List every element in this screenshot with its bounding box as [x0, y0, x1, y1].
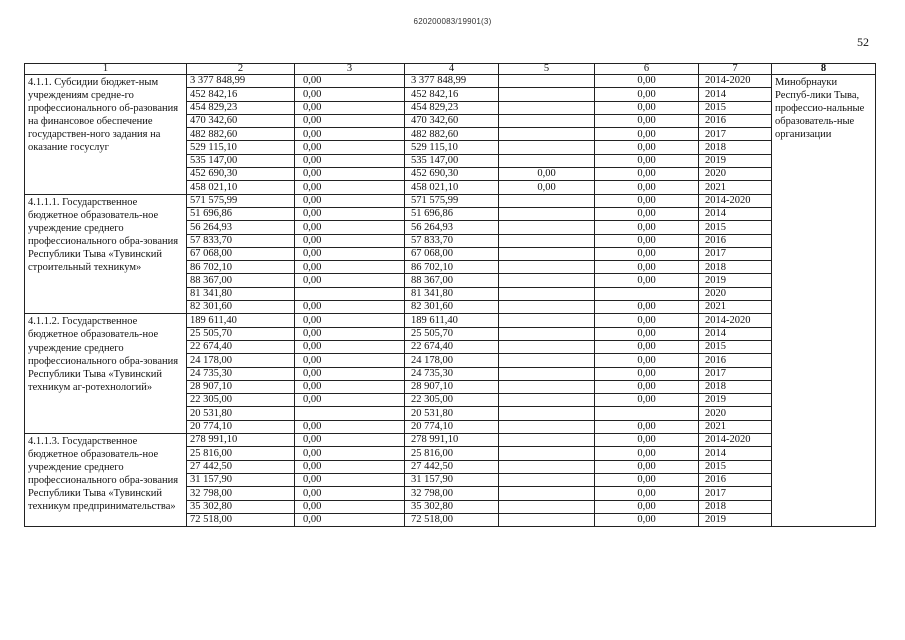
cell-c4: 28 907,10 [405, 380, 499, 393]
cell-c2: 571 575,99 [187, 194, 295, 207]
cell-c6: 0,00 [595, 394, 699, 407]
cell-c2: 72 518,00 [187, 513, 295, 526]
cell-c4: 571 575,99 [405, 194, 499, 207]
cell-c5 [499, 434, 595, 447]
cell-c3: 0,00 [295, 487, 405, 500]
cell-c4: 72 518,00 [405, 513, 499, 526]
cell-c5 [499, 247, 595, 260]
cell-c4: 88 367,00 [405, 274, 499, 287]
cell-c6: 0,00 [595, 207, 699, 220]
cell-c3 [295, 287, 405, 300]
cell-c4: 458 021,10 [405, 181, 499, 194]
cell-c3: 0,00 [295, 128, 405, 141]
cell-c4: 482 882,60 [405, 128, 499, 141]
cell-c2: 24 178,00 [187, 354, 295, 367]
cell-c6: 0,00 [595, 75, 699, 88]
cell-c2: 31 157,90 [187, 473, 295, 486]
cell-c5 [499, 487, 595, 500]
cell-c2: 67 068,00 [187, 247, 295, 260]
cell-c6: 0,00 [595, 101, 699, 114]
cell-c7: 2014 [699, 207, 772, 220]
page-number: 52 [857, 35, 869, 49]
cell-c5 [499, 154, 595, 167]
cell-c3: 0,00 [295, 301, 405, 314]
cell-c7: 2021 [699, 301, 772, 314]
cell-c2: 22 674,40 [187, 340, 295, 353]
cell-c4: 24 178,00 [405, 354, 499, 367]
cell-c2: 86 702,10 [187, 261, 295, 274]
cell-c7: 2015 [699, 340, 772, 353]
cell-c2: 20 531,80 [187, 407, 295, 420]
cell-c5 [499, 500, 595, 513]
cell-c3: 0,00 [295, 154, 405, 167]
measure-description: 4.1.1.1. Государственное бюджетное образователь-ное учреждение среднего профессионального обра-зования Республики Тыва «Тувинский строительный техникум» [25, 194, 187, 314]
cell-c7: 2021 [699, 181, 772, 194]
cell-c6 [595, 287, 699, 300]
table-body [25, 75, 876, 527]
cell-c6: 0,00 [595, 473, 699, 486]
cell-c5 [499, 407, 595, 420]
cell-c6: 0,00 [595, 221, 699, 234]
cell-c7: 2021 [699, 420, 772, 433]
cell-c4: 81 341,80 [405, 287, 499, 300]
cell-c2: 27 442,50 [187, 460, 295, 473]
cell-c4: 529 115,10 [405, 141, 499, 154]
cell-c3 [295, 407, 405, 420]
cell-c6: 0,00 [595, 247, 699, 260]
cell-c6: 0,00 [595, 154, 699, 167]
cell-c2: 454 829,23 [187, 101, 295, 114]
cell-c4: 452 842,16 [405, 88, 499, 101]
cell-c5 [499, 75, 595, 88]
cell-c6: 0,00 [595, 500, 699, 513]
cell-c7: 2019 [699, 513, 772, 526]
cell-c6: 0,00 [595, 168, 699, 181]
cell-c2: 35 302,80 [187, 500, 295, 513]
cell-c3: 0,00 [295, 114, 405, 127]
cell-c4: 67 068,00 [405, 247, 499, 260]
cell-c4: 3 377 848,99 [405, 75, 499, 88]
cell-c5: 0,00 [499, 168, 595, 181]
cell-c7: 2015 [699, 101, 772, 114]
column-header: 2 [187, 64, 295, 75]
cell-c3: 0,00 [295, 207, 405, 220]
cell-c6: 0,00 [595, 181, 699, 194]
cell-c2: 56 264,93 [187, 221, 295, 234]
cell-c3: 0,00 [295, 274, 405, 287]
cell-c4: 27 442,50 [405, 460, 499, 473]
cell-c3: 0,00 [295, 75, 405, 88]
cell-c5 [499, 380, 595, 393]
cell-c5 [499, 367, 595, 380]
cell-c7: 2014-2020 [699, 434, 772, 447]
cell-c2: 458 021,10 [187, 181, 295, 194]
cell-c5 [499, 301, 595, 314]
cell-c3: 0,00 [295, 261, 405, 274]
cell-c6: 0,00 [595, 128, 699, 141]
cell-c5 [499, 473, 595, 486]
cell-c7: 2020 [699, 287, 772, 300]
cell-c2: 470 342,60 [187, 114, 295, 127]
cell-c6: 0,00 [595, 447, 699, 460]
cell-c7: 2017 [699, 367, 772, 380]
cell-c4: 454 829,23 [405, 101, 499, 114]
cell-c5 [499, 234, 595, 247]
cell-c3: 0,00 [295, 473, 405, 486]
cell-c7: 2014 [699, 88, 772, 101]
cell-c6: 0,00 [595, 367, 699, 380]
cell-c6: 0,00 [595, 380, 699, 393]
cell-c3: 0,00 [295, 168, 405, 181]
cell-c4: 25 505,70 [405, 327, 499, 340]
cell-c6: 0,00 [595, 340, 699, 353]
cell-c3: 0,00 [295, 340, 405, 353]
cell-c5 [499, 128, 595, 141]
cell-c7: 2014 [699, 447, 772, 460]
cell-c7: 2017 [699, 487, 772, 500]
measure-description: 4.1.1.2. Государственное бюджетное образователь-ное учреждение среднего профессионального обра-зования Республики Тыва «Тувинский техникум аг-ротехнологий» [25, 314, 187, 434]
table-row [25, 194, 876, 207]
cell-c6: 0,00 [595, 114, 699, 127]
cell-c7: 2020 [699, 407, 772, 420]
cell-c4: 35 302,80 [405, 500, 499, 513]
responsible-organization: Минобрнауки Респуб-лики Тыва, профессио-нальные образователь-ные организации [772, 75, 876, 527]
table-row [25, 314, 876, 327]
cell-c4: 22 674,40 [405, 340, 499, 353]
cell-c3: 0,00 [295, 314, 405, 327]
cell-c7: 2019 [699, 394, 772, 407]
cell-c3: 0,00 [295, 327, 405, 340]
cell-c3: 0,00 [295, 234, 405, 247]
cell-c5 [499, 287, 595, 300]
cell-c4: 20 774,10 [405, 420, 499, 433]
cell-c3: 0,00 [295, 367, 405, 380]
cell-c5 [499, 340, 595, 353]
cell-c7: 2016 [699, 114, 772, 127]
document-code: 620200083/19901(3) [413, 17, 492, 26]
cell-c2: 51 696,86 [187, 207, 295, 220]
cell-c6: 0,00 [595, 460, 699, 473]
cell-c3: 0,00 [295, 500, 405, 513]
cell-c3: 0,00 [295, 447, 405, 460]
cell-c4: 32 798,00 [405, 487, 499, 500]
cell-c5 [499, 261, 595, 274]
cell-c6: 0,00 [595, 434, 699, 447]
cell-c5 [499, 101, 595, 114]
table-row [25, 434, 876, 447]
cell-c2: 20 774,10 [187, 420, 295, 433]
measure-description: 4.1.1.3. Государственное бюджетное образователь-ное учреждение среднего профессионального обра-зования Республики Тыва «Тувинский техникум предпринимательства» [25, 434, 187, 527]
cell-c4: 278 991,10 [405, 434, 499, 447]
column-header: 5 [499, 64, 595, 75]
cell-c6 [595, 407, 699, 420]
cell-c6: 0,00 [595, 487, 699, 500]
cell-c2: 57 833,70 [187, 234, 295, 247]
cell-c4: 535 147,00 [405, 154, 499, 167]
cell-c7: 2014-2020 [699, 75, 772, 88]
cell-c2: 25 816,00 [187, 447, 295, 460]
cell-c7: 2020 [699, 168, 772, 181]
cell-c5: 0,00 [499, 181, 595, 194]
cell-c7: 2019 [699, 154, 772, 167]
cell-c4: 24 735,30 [405, 367, 499, 380]
table-row [25, 75, 876, 88]
cell-c5 [499, 114, 595, 127]
cell-c5 [499, 274, 595, 287]
measure-description: 4.1.1. Субсидии бюджет-ным учреждениям средне-го профессионального об-разования на финансовое обеспечение государствен-ного задания на оказание госуслуг [25, 75, 187, 195]
cell-c5 [499, 221, 595, 234]
cell-c3: 0,00 [295, 221, 405, 234]
budget-table [24, 63, 876, 527]
cell-c2: 482 882,60 [187, 128, 295, 141]
cell-c2: 529 115,10 [187, 141, 295, 154]
cell-c7: 2014 [699, 327, 772, 340]
cell-c3: 0,00 [295, 380, 405, 393]
cell-c6: 0,00 [595, 88, 699, 101]
cell-c7: 2017 [699, 128, 772, 141]
cell-c2: 452 690,30 [187, 168, 295, 181]
cell-c4: 470 342,60 [405, 114, 499, 127]
cell-c6: 0,00 [595, 513, 699, 526]
cell-c2: 88 367,00 [187, 274, 295, 287]
cell-c4: 57 833,70 [405, 234, 499, 247]
cell-c2: 278 991,10 [187, 434, 295, 447]
cell-c4: 452 690,30 [405, 168, 499, 181]
cell-c7: 2018 [699, 380, 772, 393]
cell-c2: 22 305,00 [187, 394, 295, 407]
cell-c5 [499, 194, 595, 207]
cell-c5 [499, 314, 595, 327]
cell-c7: 2014-2020 [699, 314, 772, 327]
cell-c7: 2014-2020 [699, 194, 772, 207]
cell-c6: 0,00 [595, 420, 699, 433]
cell-c7: 2018 [699, 141, 772, 154]
column-header: 7 [699, 64, 772, 75]
column-header: 1 [25, 64, 187, 75]
cell-c7: 2016 [699, 354, 772, 367]
cell-c5 [499, 420, 595, 433]
cell-c4: 22 305,00 [405, 394, 499, 407]
cell-c6: 0,00 [595, 327, 699, 340]
cell-c4: 25 816,00 [405, 447, 499, 460]
column-number-row [25, 64, 876, 75]
cell-c6: 0,00 [595, 354, 699, 367]
cell-c5 [499, 141, 595, 154]
cell-c7: 2018 [699, 261, 772, 274]
cell-c2: 24 735,30 [187, 367, 295, 380]
cell-c6: 0,00 [595, 194, 699, 207]
cell-c5 [499, 447, 595, 460]
cell-c5 [499, 88, 595, 101]
cell-c2: 25 505,70 [187, 327, 295, 340]
cell-c6: 0,00 [595, 261, 699, 274]
cell-c7: 2015 [699, 221, 772, 234]
cell-c6: 0,00 [595, 301, 699, 314]
cell-c2: 535 147,00 [187, 154, 295, 167]
cell-c3: 0,00 [295, 460, 405, 473]
cell-c3: 0,00 [295, 101, 405, 114]
cell-c2: 82 301,60 [187, 301, 295, 314]
cell-c3: 0,00 [295, 420, 405, 433]
cell-c3: 0,00 [295, 354, 405, 367]
column-header: 8 [772, 64, 876, 75]
cell-c5 [499, 354, 595, 367]
cell-c4: 20 531,80 [405, 407, 499, 420]
cell-c2: 189 611,40 [187, 314, 295, 327]
column-header: 6 [595, 64, 699, 75]
cell-c4: 189 611,40 [405, 314, 499, 327]
cell-c2: 452 842,16 [187, 88, 295, 101]
cell-c3: 0,00 [295, 88, 405, 101]
cell-c3: 0,00 [295, 181, 405, 194]
cell-c6: 0,00 [595, 141, 699, 154]
cell-c2: 81 341,80 [187, 287, 295, 300]
cell-c4: 86 702,10 [405, 261, 499, 274]
column-header: 4 [405, 64, 499, 75]
cell-c3: 0,00 [295, 394, 405, 407]
cell-c3: 0,00 [295, 513, 405, 526]
cell-c2: 28 907,10 [187, 380, 295, 393]
cell-c7: 2015 [699, 460, 772, 473]
cell-c3: 0,00 [295, 141, 405, 154]
cell-c7: 2016 [699, 473, 772, 486]
cell-c6: 0,00 [595, 234, 699, 247]
cell-c2: 3 377 848,99 [187, 75, 295, 88]
cell-c5 [499, 327, 595, 340]
cell-c5 [499, 513, 595, 526]
cell-c6: 0,00 [595, 274, 699, 287]
cell-c4: 82 301,60 [405, 301, 499, 314]
cell-c3: 0,00 [295, 434, 405, 447]
cell-c7: 2018 [699, 500, 772, 513]
cell-c7: 2019 [699, 274, 772, 287]
cell-c5 [499, 460, 595, 473]
cell-c6: 0,00 [595, 314, 699, 327]
cell-c7: 2016 [699, 234, 772, 247]
cell-c5 [499, 394, 595, 407]
cell-c4: 31 157,90 [405, 473, 499, 486]
column-header: 3 [295, 64, 405, 75]
cell-c3: 0,00 [295, 194, 405, 207]
cell-c5 [499, 207, 595, 220]
cell-c4: 51 696,86 [405, 207, 499, 220]
cell-c2: 32 798,00 [187, 487, 295, 500]
cell-c4: 56 264,93 [405, 221, 499, 234]
cell-c7: 2017 [699, 247, 772, 260]
cell-c3: 0,00 [295, 247, 405, 260]
